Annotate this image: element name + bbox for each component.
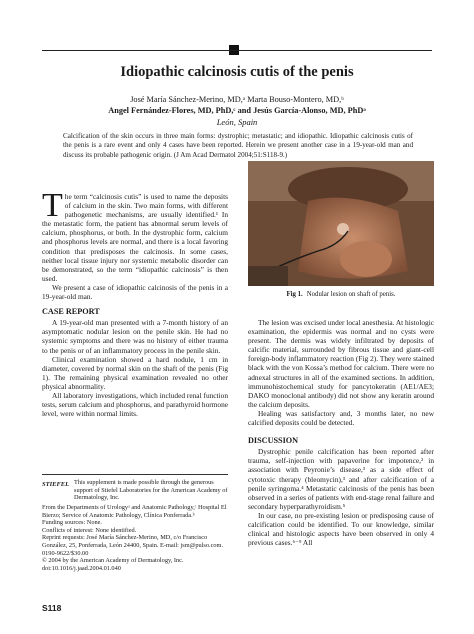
figure-caption-text: Nodular lesion on shaft of penis. <box>306 291 396 298</box>
figure-1-caption <box>248 291 434 298</box>
discussion-paragraph-1: Dystrophic penile calcification has been reported after trauma, self-injection with papaverine for impotence,² in association with Peyronie’s disease,³ as a side effect of cytotoxic therapy (bleomycin),³ and after calcification of a penile syringoma.⁴ Metastatic calcinosis of the penis has been observed in a series of patients with end-stage renal failure and secondary hyperparathyroidism.⁵ <box>248 447 434 511</box>
author-list <box>20 95 454 116</box>
footnote-block <box>42 504 228 572</box>
authors-line-2: Angel Fernández-Flores, MD, PhD,ᶜ and Jesús García-Alonso, MD, PhDᵃ <box>108 105 366 115</box>
article-title: Idiopathic calcinosis cutis of the penis <box>120 64 354 80</box>
footnote-rule <box>42 474 228 475</box>
footnote-conflicts: Conflicts of interest: None identified. <box>42 526 137 534</box>
histology-paragraph: The lesion was excised under local anesthesia. At histologic examination, the epidermis was normal and no cysts were present. The dermis was widely infiltrated by deposits of calcific material, surrounded by fibrous tissue and giant-cell foreign-body inflammatory reaction (Fig 2). They were stained black with the von Kossa’s method for calcium. There were no adnexal structures in all of the examined sections. In addition, immunohistochemical study for pancytokeratin (AE1/AE3; DAKO monoclonal antibody) did not show any keratin around the calcium deposits. <box>248 318 434 409</box>
case-paragraph-2: Clinical examination showed a hard nodule, 1 cm in diameter, covered by normal skin on the shaft of the penis (Fig 1). The remaining physical examination revealed no other physical abnormality. <box>42 354 228 391</box>
footnote-doi: doi:10.1016/j.jaad.2004.01.040 <box>42 564 121 572</box>
healing-paragraph: Healing was satisfactory and, 3 months later, no new calcified deposits could be detected. <box>248 408 434 428</box>
right-column <box>248 318 434 547</box>
footnote-funding: Funding sources: None. <box>42 519 102 527</box>
left-column <box>42 187 228 419</box>
footnote-issn: 0190-9622/$30.00 <box>42 549 89 557</box>
discussion-paragraph-2: In our case, no pre-existing lesion or predisposing cause of calcification could be identified. To our knowledge, similar clinical and histologic aspects have been observed in only 4 previous cases.⁶⁻⁹ All <box>248 510 434 548</box>
intro-text-1: he term “calcinosis cutis” is used to name the deposits of calcium in the skin. Two main forms, with different pathogenetic mechanisms, are usually identified.¹ In the metastatic form, the patient has abnormal serum levels of calcium, phosphorus, or both. In the dystrophic form, calcium and phosphorus levels are normal, and there is a local favoring condition that predisposes the calcinosis. In some cases, neither local tissue injury nor systemic metabolic disorder can be demonstrated, so the term “idiopathic calcinosis” is then used. <box>42 192 228 283</box>
affiliation: León, Spain <box>216 117 258 127</box>
drop-cap: T <box>42 187 63 224</box>
intro-paragraph-1 <box>42 187 228 283</box>
clinical-photo-image <box>248 161 434 286</box>
footnote-from: From the Departments of Urologyᵃ and Anatomic Pathology,ᶜ Hospital El Bierzo; Service of Anatomic Pathology, Clínica Ponferrada.ᵇ <box>42 504 227 519</box>
page-number: S118 <box>42 603 62 613</box>
figure-1-photo <box>248 161 434 286</box>
header-rule <box>42 50 432 51</box>
footnote-copyright: © 2004 by the American Academy of Dermatology, Inc. <box>42 557 184 565</box>
abstract: Calcification of the skin occurs in three main forms: dystrophic; metastatic; and idiopathic. Idiopathic calcinosis cutis of the penis is a rare event and only 4 cases have been reported. Herein we present another case in a 19-year-old man and discuss its probable pathogenic origin. (J Am Acad Dermatol 2004;51:S118-9.) <box>63 132 413 159</box>
footnote-support: This supplement is made possible through the generous support of Stiefel Laboratories for the American Academy of Dermatology, Inc. <box>74 479 228 502</box>
authors-line-1: José María Sánchez-Merino, MD,ᵃ Marta Bouso-Montero, MD,ᵇ <box>130 95 344 104</box>
case-paragraph-1: A 19-year-old man presented with a 7-month history of an asymptomatic nodular lesion on the penile skin. He had no systemic symptoms and there was no history of either trauma to the penis or of an inflammatory process in the penile skin. <box>42 318 228 355</box>
footnote-reprint: Reprint requests: José María Sánchez-Merino, MD, c/o Francisco González, 25, Ponferrada, León 24400, Spain. E-mail: jsm@pulso.com. <box>42 534 224 549</box>
discussion-heading: DISCUSSION <box>248 436 299 446</box>
intro-paragraph-2: We present a case of idiopathic calcinosis of the penis in a 19-year-old man. <box>42 282 228 302</box>
figure-caption-label: Fig 1. <box>286 291 303 298</box>
stiefel-logo: STIEFEL <box>42 481 70 488</box>
case-paragraph-3: All laboratory investigations, which included renal function tests, serum calcium and phosphorus, and parathyroid hormone level, were within normal limits. <box>42 390 228 419</box>
case-report-heading: CASE REPORT <box>42 307 100 317</box>
